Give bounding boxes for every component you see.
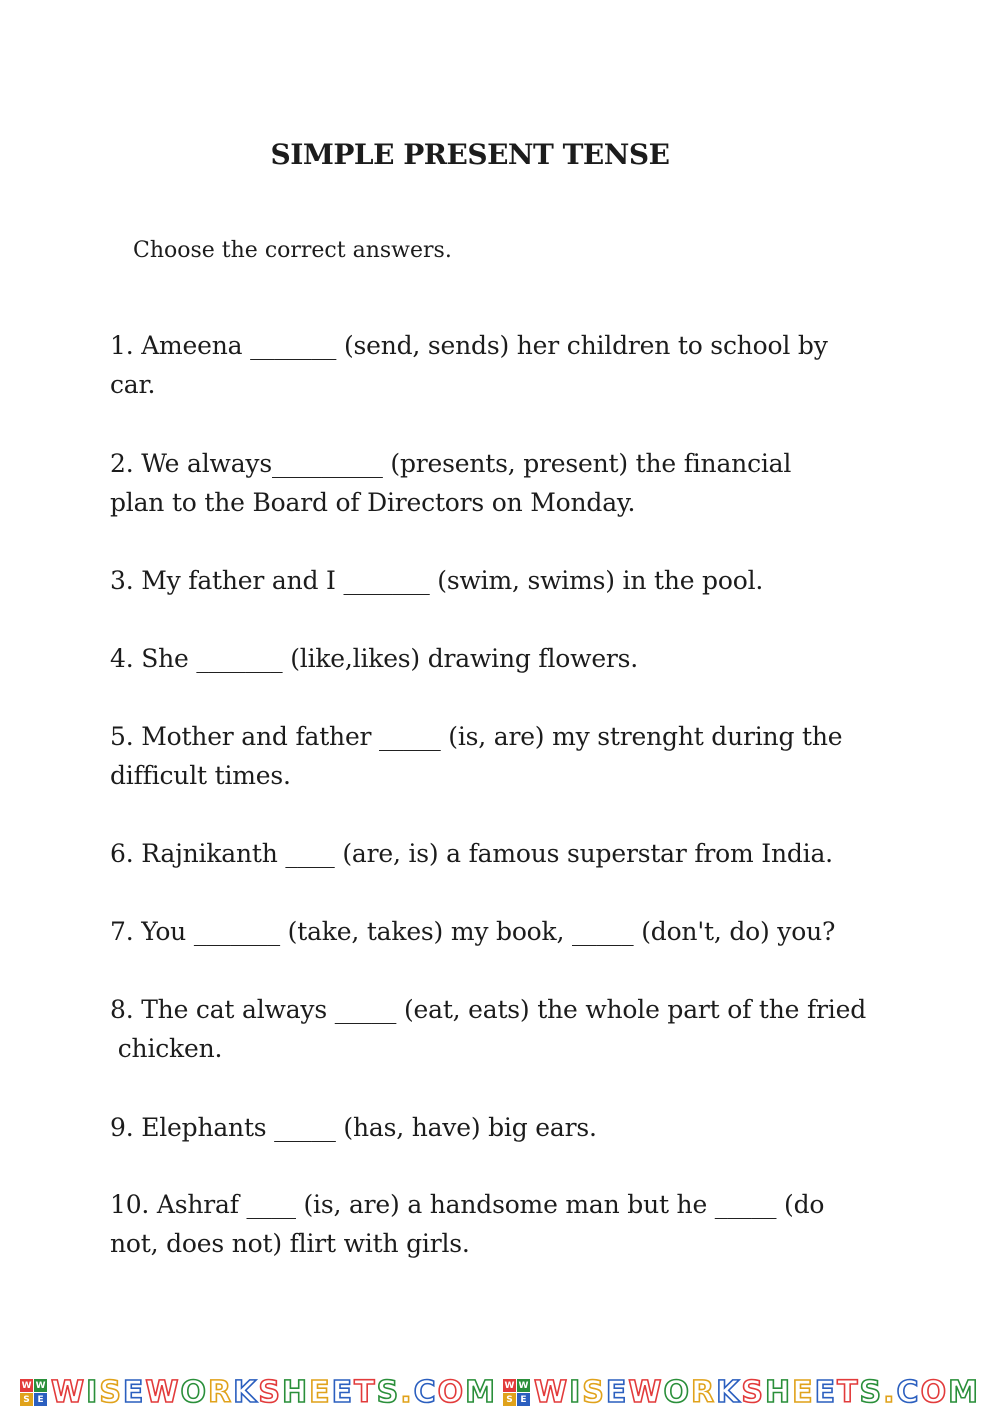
brand-text: [534, 1375, 980, 1410]
logo-tile: W: [21, 1380, 32, 1391]
question-8: [110, 990, 910, 1068]
question-9-line-1: 9. Elephants _____ (has, have) big ears.: [110, 1113, 597, 1142]
question-5: [110, 717, 910, 795]
logo-tile: W: [518, 1380, 529, 1391]
question-8-line-1: 8. The cat always _____ (eat, eats) the whole part of the fried: [110, 995, 867, 1024]
question-3: [110, 561, 910, 600]
brand-letter: W: [628, 1375, 664, 1410]
question-10: [110, 1185, 910, 1263]
brand-letter: S: [859, 1375, 884, 1410]
brand-letter: M: [465, 1375, 497, 1410]
brand-letter: O: [180, 1375, 209, 1410]
brand-letter: E: [309, 1375, 332, 1410]
brand-letter: I: [569, 1375, 583, 1410]
brand-letter: W: [534, 1375, 570, 1410]
question-2: [110, 444, 910, 522]
footer-watermark: [0, 1372, 1000, 1413]
question-1-line-2: car.: [110, 370, 156, 399]
brand-letter: E: [331, 1375, 355, 1410]
brand-text: [51, 1375, 497, 1410]
logo-tile: S: [503, 1393, 516, 1406]
logo-tile: E: [517, 1393, 530, 1406]
brand-letter: O: [663, 1375, 691, 1410]
question-10-line-1: 10. Ashraf ____ (is, are) a handsome man but he _____ (do: [110, 1190, 825, 1219]
brand-letter: W: [145, 1375, 181, 1410]
brand-letter: O: [437, 1375, 466, 1410]
brand-letter: .: [883, 1375, 897, 1410]
brand-letter: W: [51, 1375, 87, 1410]
brand-letter: T: [837, 1375, 860, 1410]
question-5-line-1: 5. Mother and father _____ (is, are) my strenght during the: [110, 722, 843, 751]
brand-letter: S: [582, 1375, 606, 1410]
question-8-line-2: chicken.: [110, 1034, 223, 1063]
logo-tile: E: [34, 1393, 47, 1406]
question-1-line-1: 1. Ameena _______ (send, sends) her children to school by: [110, 331, 828, 360]
brand-letter: H: [764, 1375, 793, 1410]
brand-letter: K: [716, 1375, 742, 1410]
question-9: [110, 1108, 910, 1147]
instruction-text: Choose the correct answers.: [133, 238, 452, 263]
brand-letter: R: [690, 1375, 717, 1410]
question-4-line-1: 4. She _______ (like,likes) drawing flowers.: [110, 644, 639, 673]
question-1: [110, 326, 910, 404]
brand-letter: T: [354, 1375, 377, 1410]
logo-tile: W: [504, 1380, 515, 1391]
question-6: [110, 834, 910, 873]
brand-letter: E: [814, 1375, 838, 1410]
footer-brand-1: [20, 1375, 497, 1410]
question-7: [110, 912, 910, 951]
brand-letter: M: [948, 1375, 980, 1410]
footer-brand-2: [503, 1375, 980, 1410]
brand-letter: C: [413, 1375, 438, 1410]
brand-logo-icon: [503, 1379, 530, 1406]
brand-letter: O: [920, 1375, 949, 1410]
brand-letter: K: [233, 1375, 259, 1410]
brand-letter: E: [122, 1375, 146, 1410]
question-2-line-2: plan to the Board of Directors on Monday.: [110, 488, 636, 517]
brand-letter: .: [400, 1375, 414, 1410]
brand-letter: S: [99, 1375, 123, 1410]
brand-letter: S: [741, 1375, 765, 1410]
question-10-line-2: not, does not) flirt with girls.: [110, 1229, 470, 1258]
logo-tile: W: [35, 1380, 46, 1391]
brand-logo-icon: [20, 1379, 47, 1406]
logo-tile: S: [20, 1393, 33, 1406]
brand-letter: H: [282, 1375, 310, 1410]
question-6-line-1: 6. Rajnikanth ____ (are, is) a famous superstar from India.: [110, 839, 833, 868]
question-7-line-1: 7. You _______ (take, takes) my book, _____ (don't, do) you?: [110, 917, 836, 946]
question-5-line-2: difficult times.: [110, 761, 291, 790]
question-3-line-1: 3. My father and I _______ (swim, swims) in the pool.: [110, 566, 764, 595]
brand-letter: S: [258, 1375, 282, 1410]
page-title: SIMPLE PRESENT TENSE: [270, 138, 670, 171]
brand-letter: R: [208, 1375, 234, 1410]
question-2-line-1: 2. We always_________ (presents, present) the financial: [110, 449, 792, 478]
brand-letter: E: [605, 1375, 629, 1410]
brand-letter: S: [376, 1375, 401, 1410]
brand-letter: I: [86, 1375, 100, 1410]
brand-letter: C: [896, 1375, 921, 1410]
question-4: [110, 639, 910, 678]
brand-letter: E: [792, 1375, 815, 1410]
